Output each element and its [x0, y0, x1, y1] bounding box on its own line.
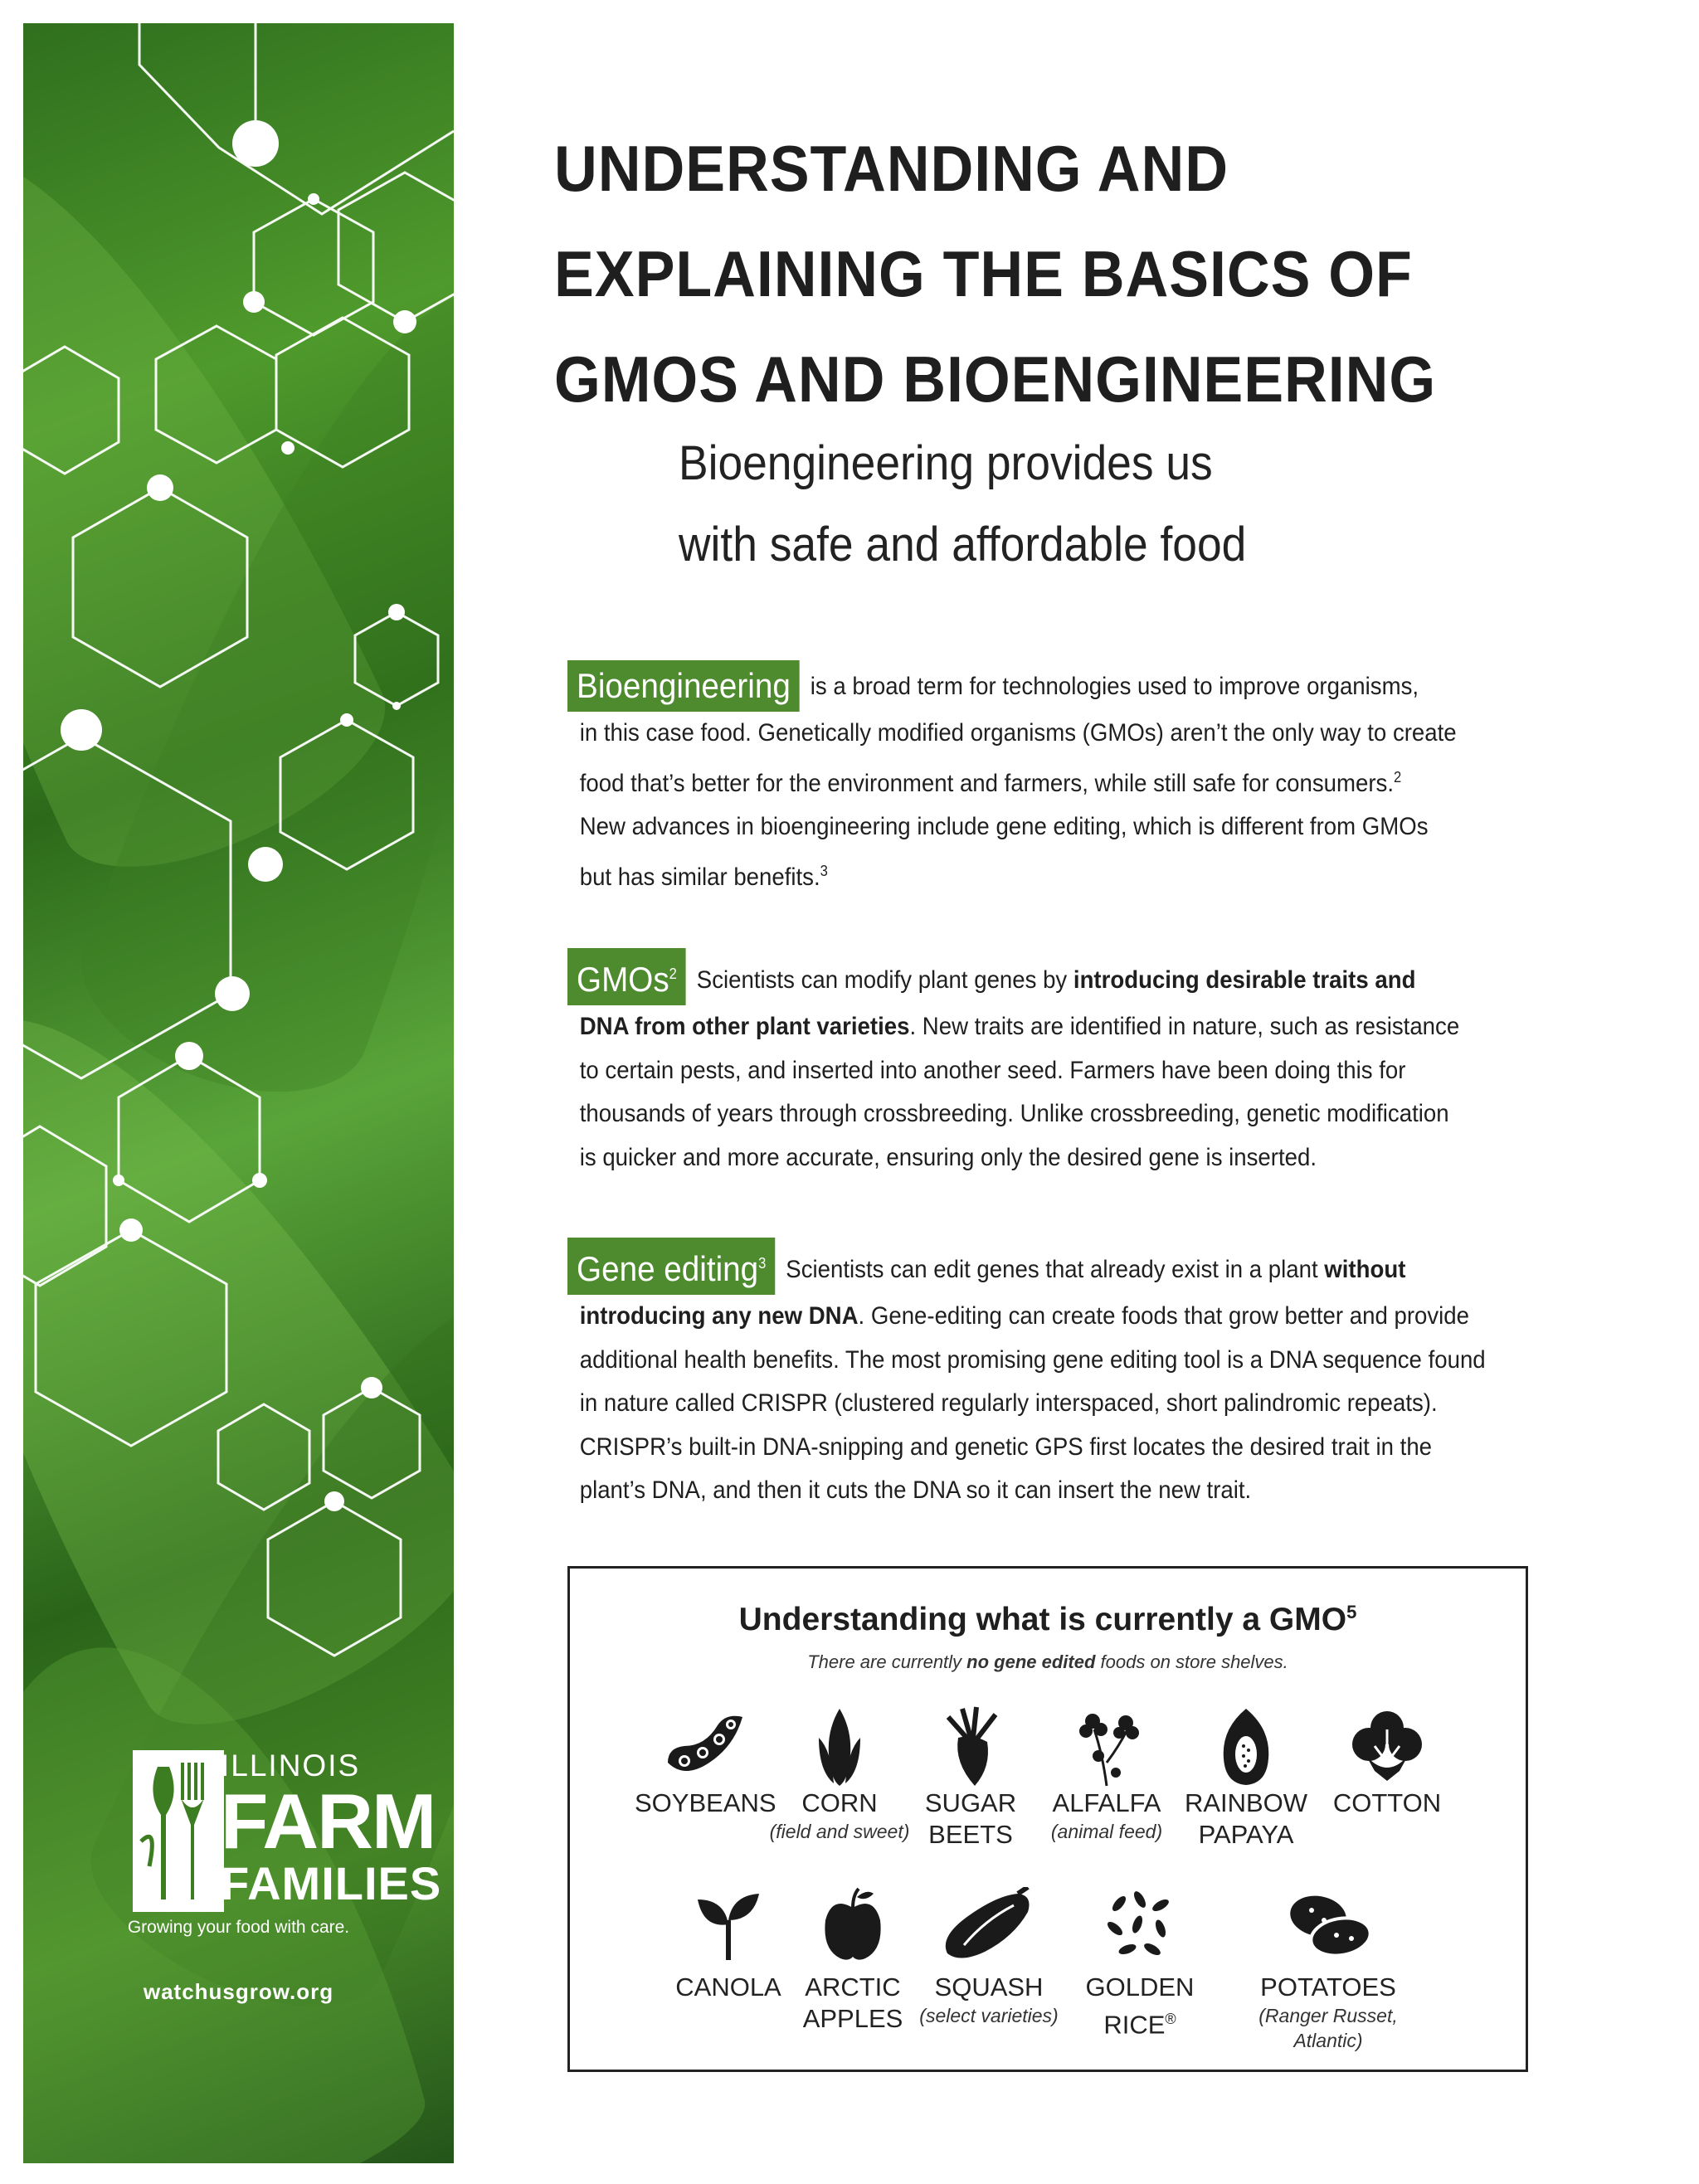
crop-name: COTTON — [1332, 1788, 1442, 1817]
ge-line-5: CRISPR’s built-in DNA-snipping and genetic GPS first locates the desired trait in the — [579, 1432, 1433, 1461]
crop-note: (animal feed) — [1050, 1821, 1163, 1842]
ge-line-1-text: Scientists can edit genes that already exist in a plant — [786, 1256, 1325, 1283]
bio-line-5: but has similar benefits. — [579, 863, 820, 891]
crop-note: (select varieties) — [919, 2005, 1059, 2026]
logo-line-farm: FARM — [221, 1778, 436, 1865]
crop-cotton — [1317, 1705, 1458, 1819]
fork-spoon-logo-icon — [133, 1750, 224, 1912]
gmos-section — [567, 948, 1538, 1180]
footnote-ref: 2 — [1394, 768, 1402, 786]
gmos-tag — [567, 948, 686, 1005]
gmos-line-1-text: Scientists can modify plant genes by — [696, 966, 1073, 994]
apple-icon — [807, 1887, 898, 1962]
crop-squash — [918, 1887, 1059, 2028]
logo-tagline: Growing your food with care. — [127, 1918, 350, 1937]
crop-name: SOYBEANS — [635, 1788, 776, 1817]
crop-name: RAINBOW — [1184, 1788, 1308, 1817]
footnote-ref: 5 — [1346, 1602, 1357, 1622]
cornfield-banner — [23, 23, 454, 2163]
title-line-1: UNDERSTANDING AND — [554, 132, 1229, 205]
crop-name: CANOLA — [675, 1972, 781, 2002]
website-url[interactable]: watchusgrow.org — [143, 1979, 334, 2004]
footnote-ref: 2 — [669, 966, 677, 982]
ge-line-4: in nature called CRISPR (clustered regularly interspaced, short palindromic repeats). — [579, 1389, 1438, 1417]
gene-editing-tag-label: Gene editing — [577, 1249, 759, 1288]
title-line-2: EXPLAINING THE BASICS OF — [554, 237, 1413, 310]
crop-soybeans — [635, 1705, 776, 1819]
current-gmo-box — [567, 1566, 1528, 2072]
crop-name: SQUASH — [934, 1972, 1044, 2002]
ge-line-3: additional health benefits. The most promising gene editing tool is a DNA sequence found — [579, 1345, 1486, 1374]
corn-icon — [794, 1705, 885, 1788]
canola-icon — [683, 1887, 774, 1962]
bioengineering-section — [567, 660, 1538, 899]
bio-line-4: New advances in bioengineering include gene editing, which is different from GMOs — [579, 813, 1429, 840]
gmos-line-1-bold: introducing desirable traits and — [1073, 966, 1416, 994]
crop-name: GOLDEN — [1085, 1972, 1195, 2002]
cotton-icon — [1341, 1705, 1433, 1788]
ge-line-2-text: . Gene-editing can create foods that grow better and provide — [858, 1302, 1469, 1330]
crop-golden-rice — [1069, 1887, 1210, 2041]
title-line-3: GMOS AND BIOENGINEERING — [554, 343, 1437, 416]
gene-editing-section — [567, 1238, 1538, 1513]
footnote-ref: 3 — [820, 862, 828, 879]
illinois-farm-families-logo — [121, 1747, 442, 1913]
box-subtitle-pre: There are currently — [807, 1651, 967, 1672]
page-subtitle — [679, 423, 1296, 586]
gene-editing-tag — [567, 1238, 775, 1295]
bio-line-1: is a broad term for technologies used to improve organisms, — [810, 673, 1419, 700]
crop-sugar-beets — [900, 1705, 1041, 1851]
gmos-line-3: to certain pests, and inserted into another seed. Farmers have been doing this for — [579, 1056, 1406, 1084]
subtitle-line-1: Bioengineering provides us — [679, 436, 1213, 490]
ge-line-1-bold: without — [1324, 1256, 1406, 1283]
gmos-line-2-bold: DNA from other plant varieties — [579, 1013, 910, 1040]
gmos-tag-label: GMOs — [577, 960, 669, 999]
crop-potatoes — [1229, 1887, 1428, 2053]
bio-line-2: in this case food. Genetically modified organisms (GMOs) aren’t the only way to create — [579, 719, 1457, 747]
gmos-line-2-text: . New traits are identified in nature, such as resistance — [909, 1013, 1460, 1040]
crop-rainbow-papaya — [1176, 1705, 1317, 1851]
ge-line-2-bold: introducing any new DNA — [579, 1302, 859, 1330]
alfalfa-icon — [1061, 1705, 1152, 1788]
registered-mark: ® — [1165, 2011, 1176, 2027]
crop-name: SUGAR — [924, 1788, 1017, 1817]
potato-icon — [1278, 1887, 1378, 1962]
gmos-line-4: thousands of years through crossbreeding. Unlike crossbreeding, genetic modification — [579, 1100, 1449, 1127]
crop-note: (field and sweet) — [769, 1821, 910, 1842]
ge-line-6: plant’s DNA, and then it cuts the DNA so it can insert the new trait. — [579, 1476, 1252, 1504]
box-subtitle-post: foods on store shelves. — [1095, 1651, 1288, 1672]
footnote-ref: 3 — [758, 1255, 767, 1272]
bioengineering-tag: Bioengineering — [567, 660, 800, 712]
sugar-beet-icon — [925, 1705, 1016, 1788]
crop-name-line-2: PAPAYA — [1198, 1820, 1294, 1849]
crop-name: POTATOES — [1260, 1972, 1396, 2002]
papaya-icon — [1200, 1705, 1292, 1788]
box-title — [570, 1602, 1526, 1638]
subtitle-line-2: with safe and affordable food — [679, 518, 1247, 572]
crop-corn — [769, 1705, 910, 1844]
crop-name-line-2: BEETS — [928, 1820, 1013, 1849]
squash-icon — [935, 1887, 1043, 1962]
logo-line-illinois: ILLINOIS — [221, 1749, 361, 1783]
crop-name-line-2-wrap — [1069, 2003, 1210, 2041]
soybean-icon — [660, 1705, 751, 1788]
box-subtitle — [570, 1651, 1526, 1673]
crop-name-line-2: RICE — [1103, 2010, 1166, 2040]
crop-name: ARCTIC — [805, 1972, 901, 2002]
rice-icon — [1094, 1887, 1185, 1962]
crop-alfalfa — [1036, 1705, 1177, 1844]
crop-name: ALFALFA — [1052, 1788, 1161, 1817]
gmos-line-5: is quicker and more accurate, ensuring only the desired gene is inserted. — [579, 1143, 1317, 1171]
crop-canola — [658, 1887, 799, 2003]
box-subtitle-bold: no gene edited — [966, 1651, 1096, 1672]
page-title — [554, 116, 1633, 432]
crop-name: CORN — [801, 1788, 878, 1817]
logo-line-families: FAMILIES — [221, 1857, 442, 1909]
crop-name-line-2: APPLES — [802, 2004, 903, 2033]
crop-note: (Ranger Russet, Atlantic) — [1258, 2005, 1398, 2051]
bio-line-3: food that’s better for the environment and farmers, while still safe for consumers. — [579, 769, 1395, 797]
box-title-text: Understanding what is currently a GMO — [738, 1602, 1347, 1637]
